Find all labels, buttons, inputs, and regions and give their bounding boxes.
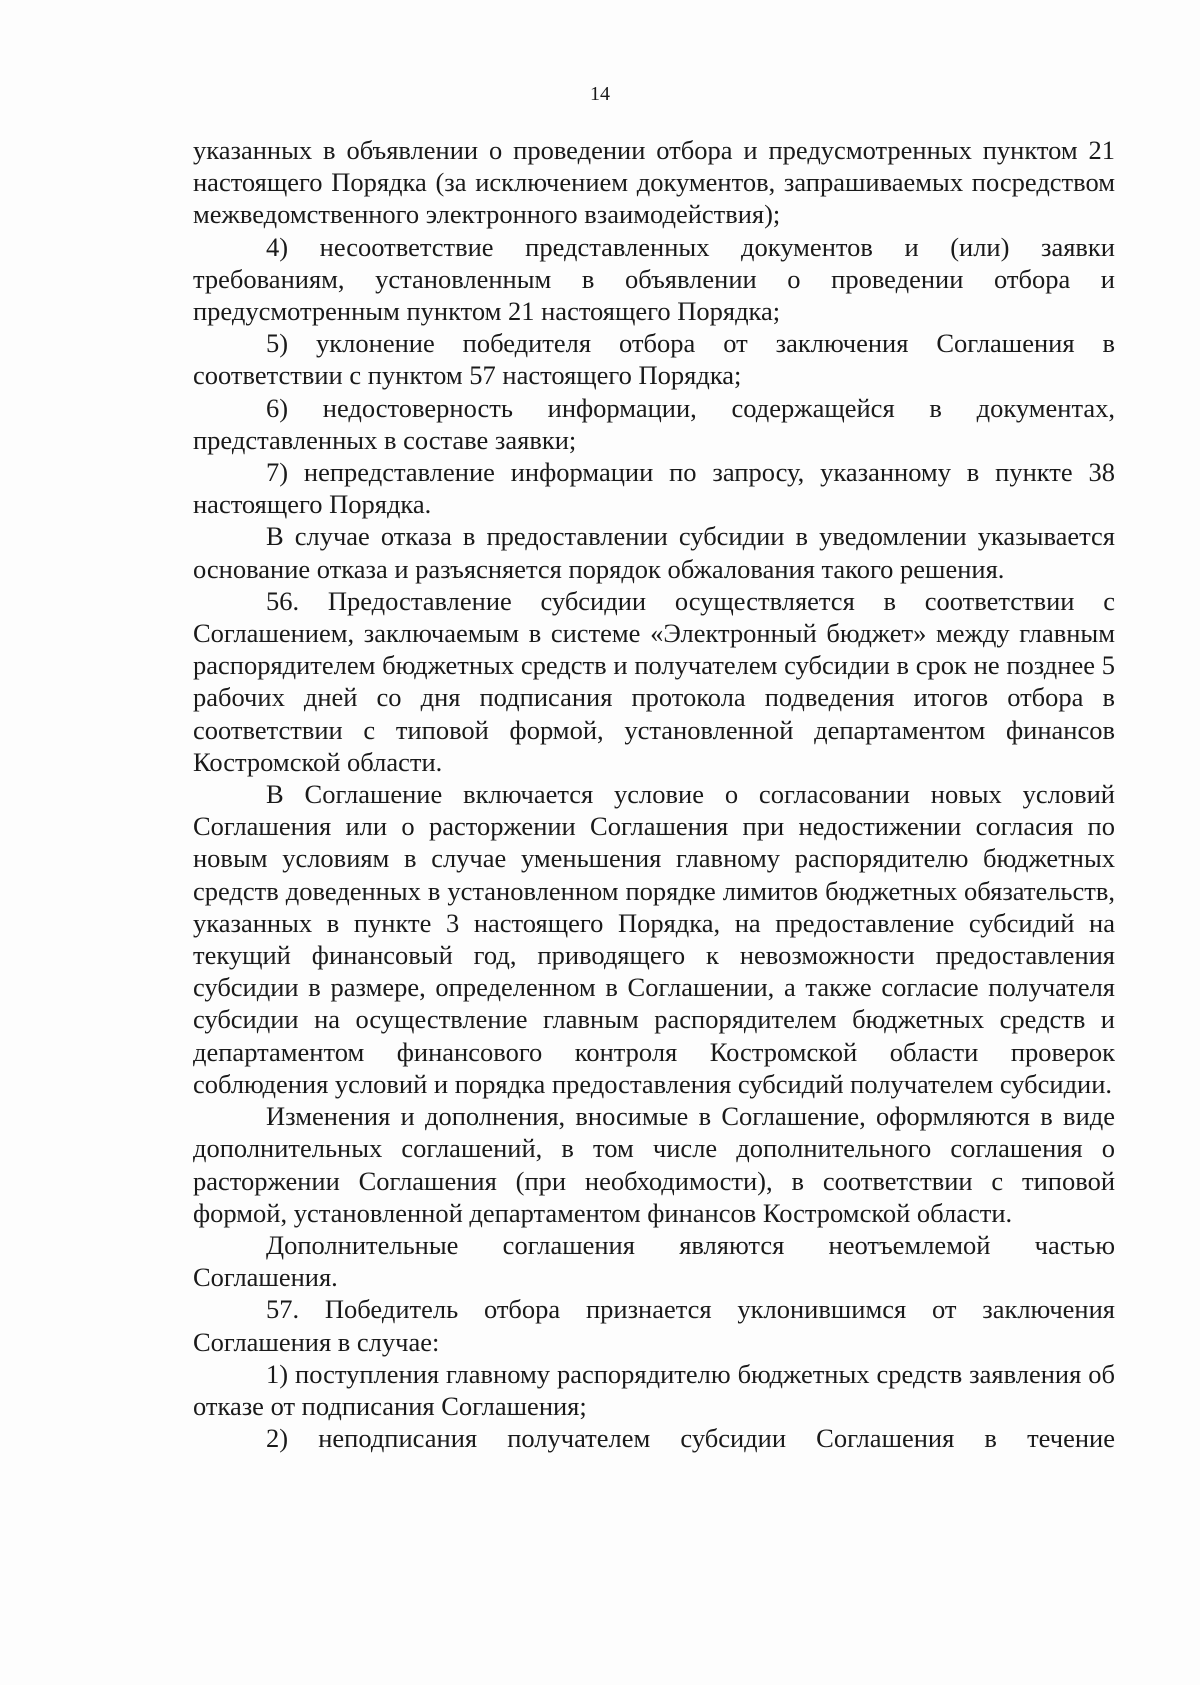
- page-number: 14: [590, 83, 610, 105]
- list-item-6: 6) недостоверность информации, содержащейся в документах, представленных в составе заявки;: [193, 392, 1115, 455]
- clause-56: 56. Предоставление субсидии осуществляется в соответствии с Соглашением, заключаемым в системе «Электронный бюджет» между главным распорядителем бюджетных средств и получателем субсидии в срок не позднее 5 рабочих дней со дня подписания протокола подведения итогов отбора в соответствии с типовой формой, установленной департаментом финансов Костромской области.: [193, 585, 1115, 777]
- paragraph-amendments: Изменения и дополнения, вносимые в Соглашение, оформляются в виде дополнительных соглашений, в том числе дополнительного соглашения о расторжении Соглашения (при необходимости), в соответствии с типовой формой, установленной департаментом финансов Костромской области.: [193, 1101, 1115, 1228]
- clause-57-item-2: 2) неподписания получателем субсидии Соглашения в течение: [266, 1423, 1115, 1454]
- paragraph-agreement-terms: В Соглашение включается условие о согласовании новых условий Соглашения или о расторжении Соглашения при недостижении согласия по новым условиям в случае уменьшения главному распорядителю бюджетных средств доведенных в установленном порядке лимитов бюджетных обязательств, указанных в пункте 3 настоящего Порядка, на предоставление субсидий на текущий финансовый год, приводящего к невозможности предоставления субсидии в размере, определенном в Соглашении, а также согласие получателя субсидии на осуществление главным распорядителем бюджетных средств и департаментом финансового контроля Костромской области проверок соблюдения условий и порядка предоставления субсидий получателем субсидии.: [193, 779, 1115, 1099]
- list-item-7: 7) непредставление информации по запросу, указанному в пункте 38 настоящего Порядка.: [193, 457, 1115, 520]
- list-item-5: 5) уклонение победителя отбора от заключения Соглашения в соответствии с пунктом 57 настоящего Порядка;: [193, 328, 1115, 391]
- document-body: [193, 134, 1115, 1454]
- paragraph-refusal: В случае отказа в предоставлении субсидии в уведомлении указывается основание отказа и разъясняется порядок обжалования такого решения.: [193, 521, 1115, 584]
- list-item-4: 4) несоответствие представленных документов и (или) заявки требованиям, установленным в объявлении о проведении отбора и предусмотренным пунктом 21 настоящего Порядка;: [193, 231, 1115, 327]
- paragraph-continuation: указанных в объявлении о проведении отбора и предусмотренных пунктом 21 настоящего Порядка (за исключением документов, запрашиваемых посредством межведомственного электронного взаимодействия);: [193, 135, 1115, 230]
- clause-57: 57. Победитель отбора признается уклонившимся от заключения Соглашения в случае:: [193, 1294, 1115, 1357]
- paragraph-additional-agreements: Дополнительные соглашения являются неотъемлемой частью Соглашения.: [193, 1229, 1115, 1293]
- clause-57-item-1: 1) поступления главному распорядителю бюджетных средств заявления об отказе от подписания Соглашения;: [193, 1358, 1115, 1421]
